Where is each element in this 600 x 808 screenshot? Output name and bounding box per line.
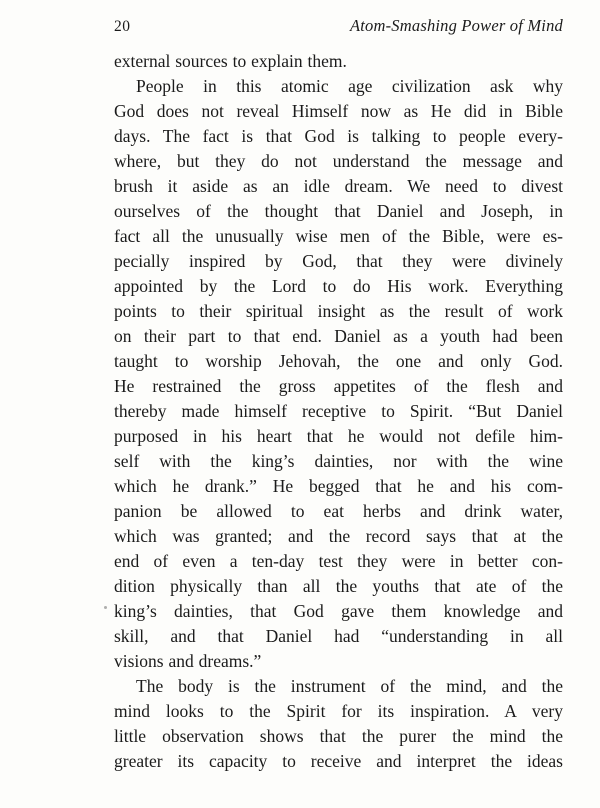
text-line: God does not reveal Himself now as He did in Bible bbox=[114, 101, 563, 121]
text-line: self with the king’s dainties, nor with the wine bbox=[114, 451, 563, 471]
text-line: fact all the unusually wise men of the Bible, were es- bbox=[114, 226, 563, 246]
text-line: pecially inspired by God, that they were divinely bbox=[114, 251, 563, 271]
text-line: end of even a ten-day test they were in better con- bbox=[114, 551, 563, 571]
page-number: 20 bbox=[114, 18, 131, 35]
text-line: days. The fact is that God is talking to people every- bbox=[114, 126, 563, 146]
page-header bbox=[114, 16, 563, 38]
text-line: dition physically than all the youths that ate of the bbox=[114, 576, 563, 596]
text-line: greater its capacity to receive and interpret the ideas bbox=[114, 751, 563, 771]
text-line: thereby made himself receptive to Spirit. “But Daniel bbox=[114, 401, 563, 421]
text-line: which was granted; and the record says that at the bbox=[114, 526, 563, 546]
text-line: little observation shows that the purer the mind the bbox=[114, 726, 563, 746]
text-line: ourselves of the thought that Daniel and Joseph, in bbox=[114, 201, 563, 221]
text-line: skill, and that Daniel had “understanding in all bbox=[114, 626, 563, 646]
paragraph bbox=[114, 74, 563, 674]
text-line: on their part to that end. Daniel as a youth had been bbox=[114, 326, 563, 346]
text-line: which he drank.” He begged that he and his com- bbox=[114, 476, 563, 496]
text-line: external sources to explain them. bbox=[114, 51, 347, 71]
text-line: king’s dainties, that God gave them knowledge and bbox=[114, 601, 563, 621]
paragraph bbox=[114, 49, 563, 74]
text-line: taught to worship Jehovah, the one and only God. bbox=[114, 351, 563, 371]
text-line: He restrained the gross appetites of the flesh and bbox=[114, 376, 563, 396]
running-title: Atom-Smashing Power of Mind bbox=[349, 16, 563, 35]
text-line: mind looks to the Spirit for its inspiration. A very bbox=[114, 701, 563, 721]
text-line: where, but they do not understand the message and bbox=[114, 151, 563, 171]
text-line: The body is the instrument of the mind, and the bbox=[136, 676, 563, 696]
text-line: purposed in his heart that he would not defile him- bbox=[114, 426, 563, 446]
text-line: appointed by the Lord to do His work. Everything bbox=[114, 276, 563, 296]
paragraph bbox=[114, 674, 563, 774]
text-line: People in this atomic age civilization ask why bbox=[136, 76, 563, 96]
print-speck bbox=[104, 606, 107, 609]
page-body bbox=[114, 49, 563, 774]
text-line: brush it aside as an idle dream. We need to divest bbox=[114, 176, 563, 196]
text-line: points to their spiritual insight as the result of work bbox=[114, 301, 563, 321]
text-line: visions and dreams.” bbox=[114, 651, 262, 671]
text-line: panion be allowed to eat herbs and drink water, bbox=[114, 501, 563, 521]
